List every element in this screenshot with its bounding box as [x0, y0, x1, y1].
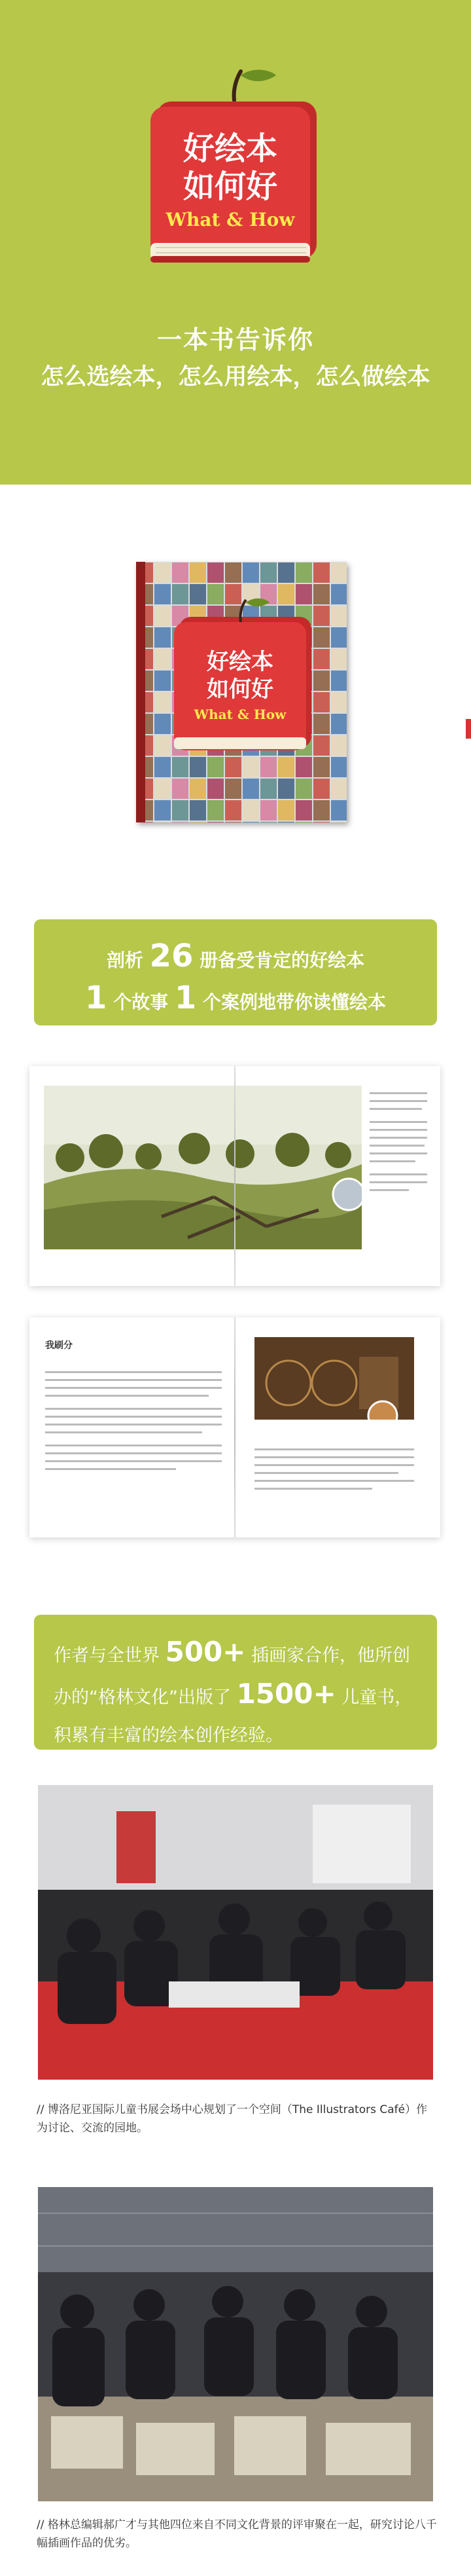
author-banner — [34, 1615, 437, 1750]
photo-illustrators-cafe — [38, 1785, 433, 2080]
book-apple-logo — [143, 62, 330, 272]
logo-subtitle: What & How — [166, 209, 295, 230]
photo-caption-2: // 格林总编辑郝广才与其他四位来自不同文化背景的评审聚在一起，研究讨论八千幅插画作品的优劣。 — [37, 2518, 437, 2550]
apple-leaf-icon — [241, 70, 276, 81]
logo-title-2: 如何好 — [183, 168, 278, 205]
stat-number: 26 — [149, 938, 194, 974]
cover-title-2: 如何好 — [207, 676, 273, 703]
spread-gutter — [234, 1066, 236, 1286]
stat-number: 1 — [84, 980, 107, 1016]
stat-number: 1500+ — [236, 1678, 336, 1710]
hero-headline: 一本书告诉你 — [156, 325, 314, 354]
photo-jury-review — [38, 2187, 433, 2501]
apple-stem-icon — [234, 71, 241, 100]
book-spread-2 — [29, 1317, 440, 1537]
artwork-illustration — [254, 1337, 414, 1420]
stats-line-2: 1 个故事 1 个案例地带你读懂绘本 — [84, 980, 387, 1016]
photo-caption-1: // 博洛尼亚国际儿童书展会场中心规划了一个空间（The Illustrators Café）作为讨论、交流的园地。 — [37, 2103, 428, 2135]
author-banner-text: 作者与全世界 500+ 插画家合作，他所创办的“格林文化”出版了 1500+ 儿童书，积累有丰富的绘本创作经验。 — [54, 1636, 413, 1746]
stats-line-1: 剖析 26 册备受肯定的好绘本 — [106, 938, 365, 974]
hero-section — [0, 0, 471, 485]
stat-number: 500+ — [165, 1636, 246, 1668]
landscape-illustration — [44, 1086, 362, 1249]
wave-edge-icon — [0, 445, 471, 498]
spread-gutter — [234, 1317, 236, 1537]
cover-subtitle: What & How — [194, 707, 287, 722]
logo-title-1: 好绘本 — [183, 130, 278, 167]
spread-heading: 我刷分 — [45, 1340, 73, 1351]
side-marker — [466, 719, 471, 739]
cover-title-1: 好绘本 — [207, 649, 273, 675]
book-cover — [136, 562, 347, 822]
book-spread-1 — [29, 1066, 440, 1286]
stats-banner — [34, 919, 437, 1025]
book-spine — [136, 562, 145, 822]
hero-subheadline: 怎么选绘本，怎么用绘本，怎么做绘本 — [41, 364, 430, 390]
stat-number: 1 — [174, 980, 197, 1016]
book-cover-collage — [136, 562, 347, 822]
